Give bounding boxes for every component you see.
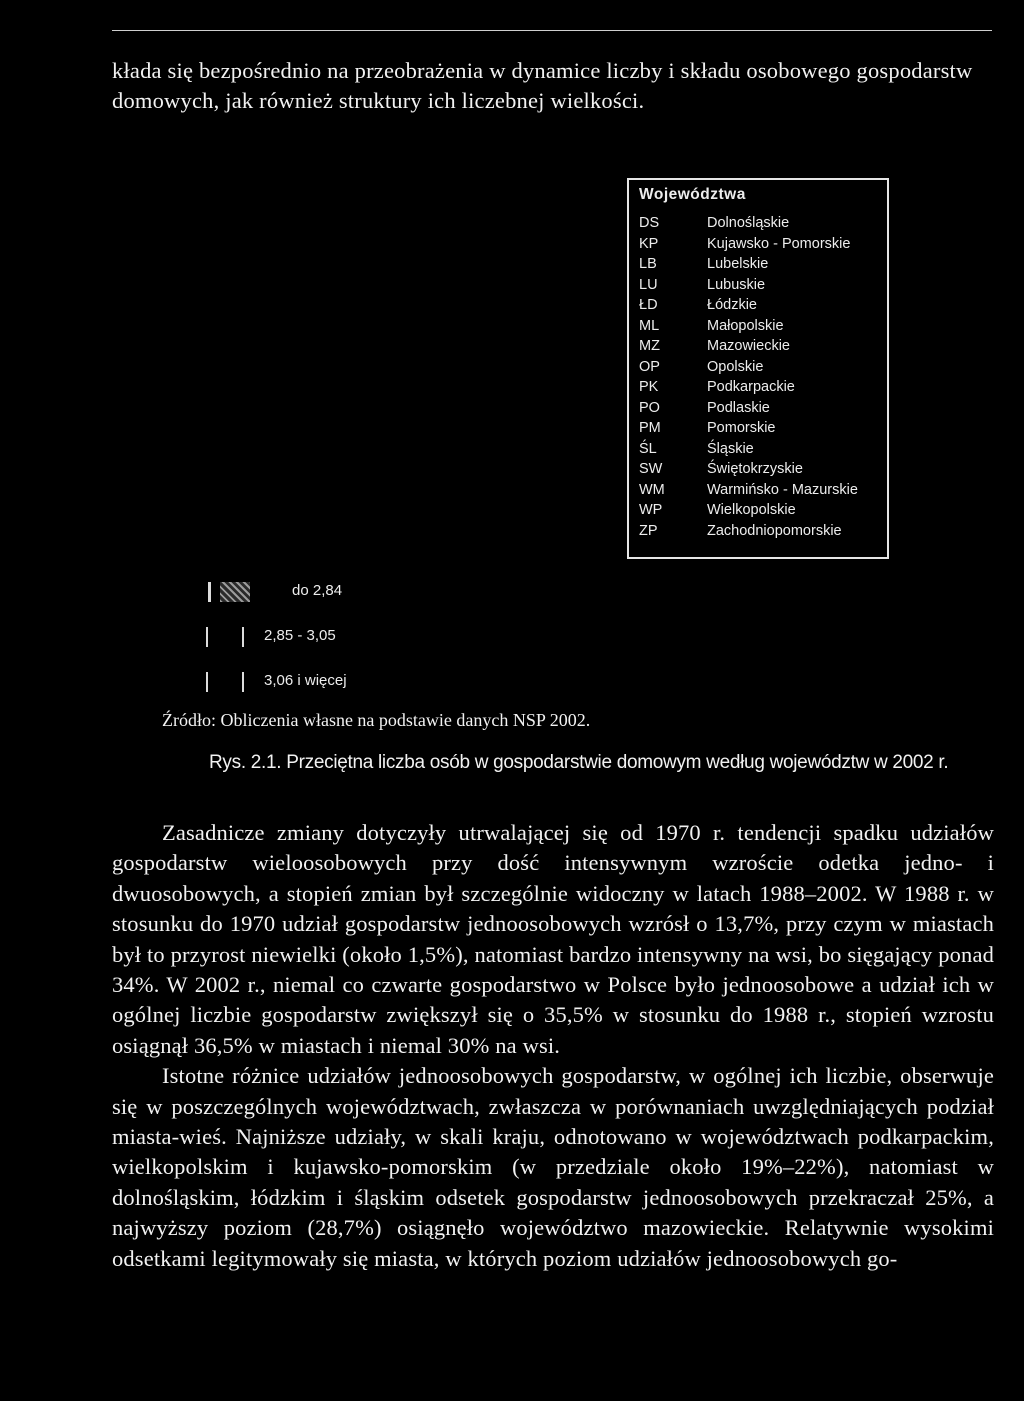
scale-label: 3,06 i więcej	[264, 672, 347, 689]
legend-row	[639, 254, 858, 275]
legend-code: DS	[639, 215, 660, 231]
voivodeship-legend	[627, 178, 889, 559]
legend-name: Zachodniopomorskie	[707, 522, 842, 539]
legend-row	[639, 295, 858, 316]
legend-name: Lubelskie	[707, 256, 769, 272]
legend-row	[639, 418, 858, 439]
legend-code: ŁD	[639, 297, 658, 313]
legend-row	[639, 521, 858, 542]
legend-code: MZ	[639, 338, 660, 354]
legend-row	[639, 234, 858, 255]
body-text	[112, 818, 994, 1274]
legend-code: WP	[639, 502, 663, 518]
legend-row	[639, 480, 858, 501]
legend-name: Warmińsko - Mazurskie	[707, 481, 858, 498]
intro-paragraph	[112, 56, 992, 116]
legend-row	[639, 500, 858, 521]
legend-row	[639, 357, 858, 378]
legend-name: Mazowieckie	[707, 338, 790, 354]
legend-row	[639, 459, 858, 480]
legend-title: Województwa	[639, 186, 746, 203]
legend-code: LU	[639, 276, 658, 293]
legend-name: Małopolskie	[707, 317, 784, 334]
empty-swatch	[206, 627, 244, 647]
legend-name: Podkarpackie	[707, 379, 795, 395]
legend-code: PK	[639, 379, 659, 395]
source-note: Źródło: Obliczenia własne na podstawie danych NSP 2002.	[162, 710, 591, 730]
legend-name: Podlaskie	[707, 399, 770, 416]
legend-row	[639, 377, 858, 398]
legend-code: ZP	[639, 522, 658, 539]
legend-code: ML	[639, 317, 660, 334]
legend-rows	[639, 213, 858, 541]
legend-name: Lubuskie	[707, 276, 766, 293]
legend-name: Świętokrzyskie	[707, 461, 803, 477]
intro-text: kłada się bezpośrednio na przeobrażenia w dynamice liczby i składu osobowego gospodarstw domowych, jak również struktury ich liczebnej wielkości.	[112, 58, 973, 113]
legend-row	[639, 336, 858, 357]
top-rule	[112, 30, 992, 31]
legend-name: Kujawsko - Pomorskie	[707, 235, 851, 252]
legend-row	[639, 439, 858, 460]
legend-code: SW	[639, 461, 663, 477]
hatched-swatch	[220, 582, 250, 602]
legend-name: Śląskie	[707, 440, 754, 457]
legend-code: LB	[639, 256, 657, 272]
paragraph: Istotne różnice udziałów jednoosobowych gospodarstw, w ogólnej ich liczbie, obserwuje się w poszczególnych województwach, zwłaszcza w porównaniach uwzględniających podział miasta-wieś. Najniższe udziały, w skali kraju, odnotowano w województwach podkarpackim, wielkopolskim i kujawsko-pomorskim (w przedziale około 19%–22%), natomiast w dolnośląskim, łódzkim i śląskim odsetek gospodarstw jednoosobowych przekraczał 25%, a najwyższy poziom (28,7%) osiągnęło województwo mazowieckie. Relatywnie wysokimi odsetkami legitymowały się miasta, w których poziom udziałów jednoosobowych go-	[112, 1063, 994, 1271]
legend-name: Opolskie	[707, 358, 764, 375]
legend-name: Łódzkie	[707, 297, 757, 313]
legend-name: Wielkopolskie	[707, 502, 796, 518]
legend-name: Dolnośląskie	[707, 215, 790, 231]
legend-code: PM	[639, 420, 661, 436]
legend-row	[639, 398, 858, 419]
legend-code: KP	[639, 235, 659, 252]
legend-row	[639, 316, 858, 337]
legend-row	[639, 275, 858, 296]
empty-swatch	[206, 672, 244, 692]
legend-code: WM	[639, 481, 665, 498]
legend-row	[639, 213, 858, 234]
scale-label: 2,85 - 3,05	[264, 627, 336, 644]
legend-code: ŚL	[639, 440, 657, 457]
scale-label: do 2,84	[292, 582, 343, 599]
swatch-edge	[208, 582, 211, 602]
figure-caption: Rys. 2.1. Przeciętna liczba osób w gospodarstwie domowym według województw w 2002 r.	[209, 752, 949, 773]
legend-code: OP	[639, 358, 660, 375]
legend-code: PO	[639, 399, 660, 416]
legend-name: Pomorskie	[707, 420, 776, 436]
paragraph: Zasadnicze zmiany dotyczyły utrwalającej się od 1970 r. tendencji spadku udziałów gospodarstw wieloosobowych przy dość intensywnym wzroście odetka jedno- i dwuosobowych, a stopień zmian był szczególnie widoczny w latach 1988–2002. W 1988 r. w stosunku do 1970 udział gospodarstw jednoosobowych wzrósł o 13,7%, przy czym w miastach był to przyrost niewielki (około 1,5%), natomiast bardzo intensywny na wsi, bo sięgający ponad 34%. W 2002 r., niemal co czwarte gospodarstwo w Polsce było jednoosobowe a udział ich w ogólnej liczbie gospodarstw zwiększył się o 35,5% w stosunku do 1988 r., stopień wzrostu osiągnął 36,5% w miastach i niemal 30% na wsi.	[112, 820, 994, 1058]
